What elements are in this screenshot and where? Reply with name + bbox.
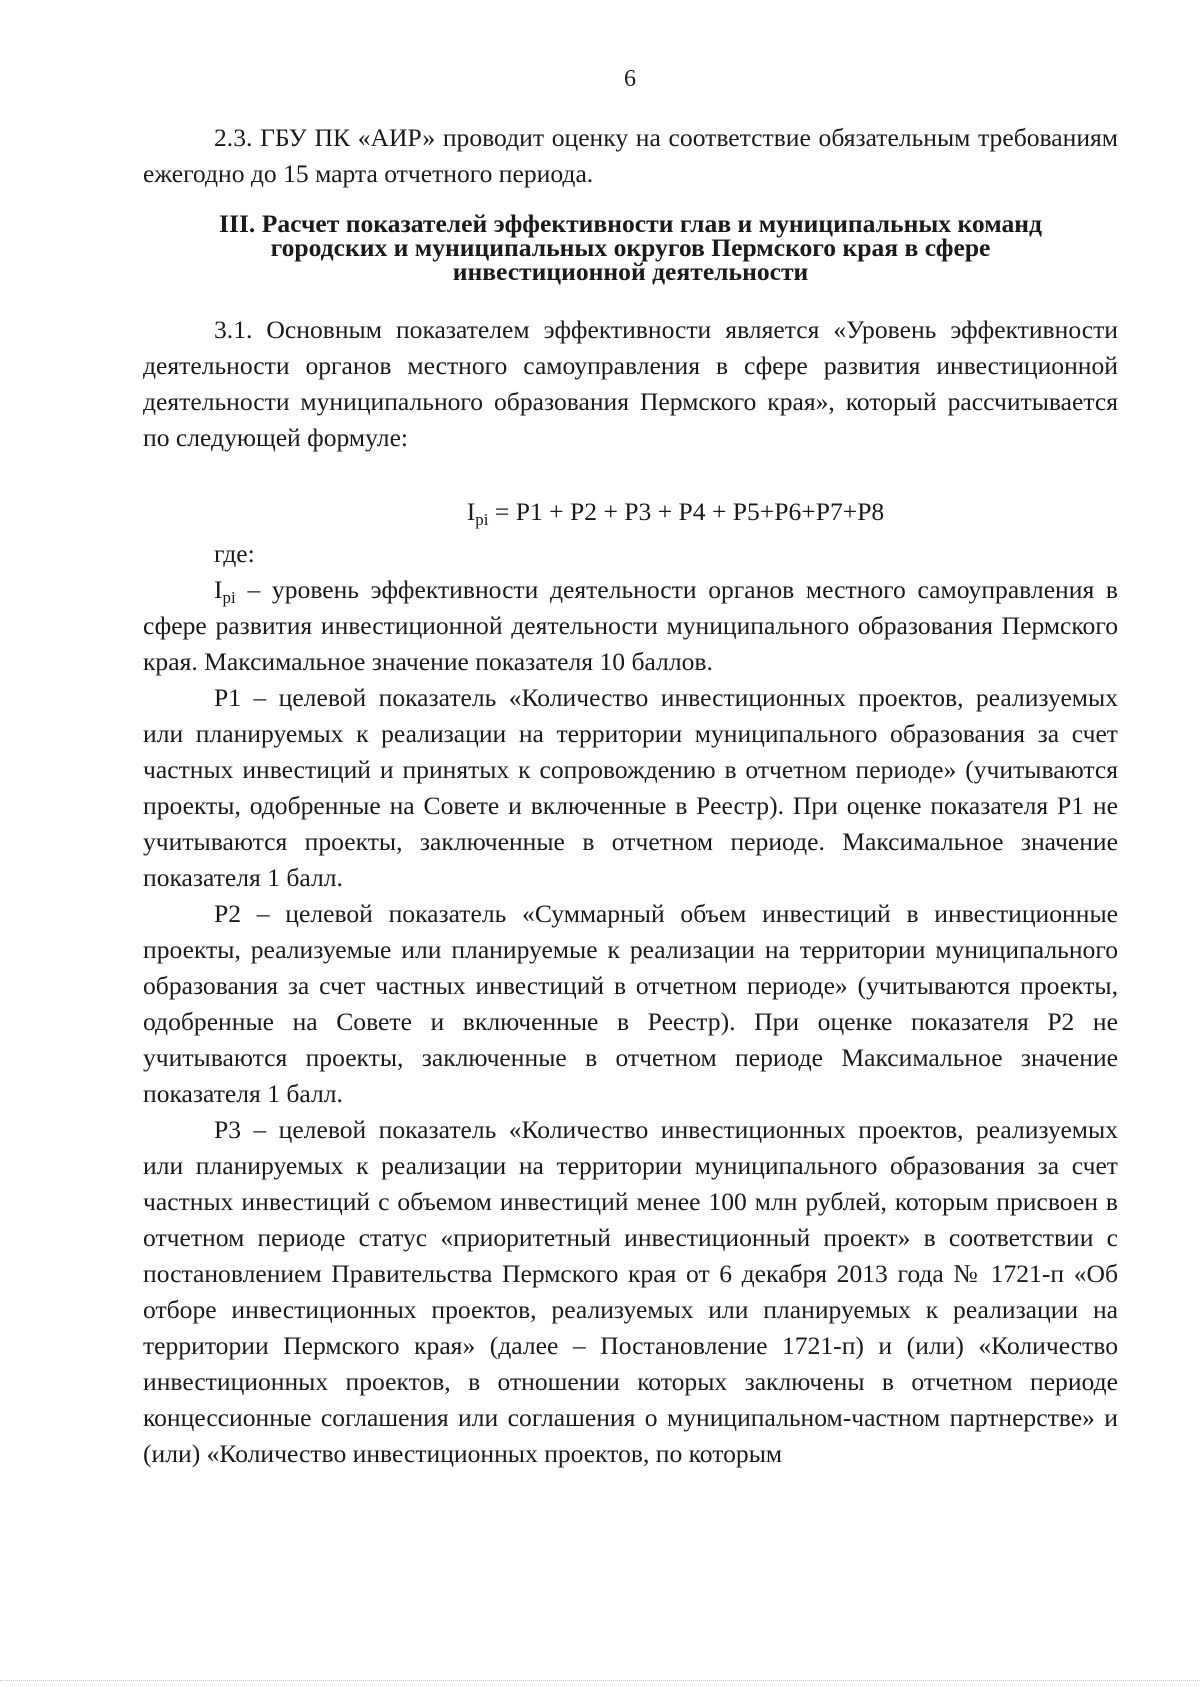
- heading-line-2: городских и муниципальных округов Пермского края в сфере: [270, 233, 991, 262]
- scan-edge-line: [0, 1680, 1200, 1682]
- ipi-symbol: I: [214, 575, 223, 604]
- formula-rhs: = P1 + P2 + P3 + P4 + P5+P6+P7+P8: [488, 497, 885, 526]
- document-body: [143, 120, 1118, 1472]
- ipi-subscript: pi: [222, 588, 236, 607]
- formula-lhs-subscript: pi: [475, 510, 489, 529]
- definition-p3: Р3 – целевой показатель «Количество инвестиционных проектов, реализуемых или планируемых к реализации на территории муниципального образования за счет частных инвестиций с объемом инвестиций менее 100 млн рублей, которым присвоен в отчетном периоде статус «приоритетный инвестиционный проект» в соответствии с постановлением Правительства Пермского края от 6 декабря 2013 года № 1721-п «Об отборе инвестиционных проектов, реализуемых или планируемых к реализации на территории Пермского края» (далее – Постановление 1721-п) и (или) «Количество инвестиционных проектов, в отношении которых заключены в отчетном периоде концессионные соглашения или соглашения о муниципальном-частном партнерстве» и (или) «Количество инвестиционных проектов, по которым: [143, 1115, 1118, 1468]
- section-heading-iii: [143, 209, 1118, 286]
- where-label: где:: [214, 539, 255, 568]
- paragraph-3-1: 3.1. Основным показателем эффективности является «Уровень эффективности деятельности органов местного самоуправления в сфере развития инвестиционной деятельности муниципального образования Пермского края», который рассчитывается по следующей формуле:: [143, 315, 1118, 452]
- definition-p1: Р1 – целевой показатель «Количество инвестиционных проектов, реализуемых или планируемых к реализации на территории муниципального образования за счет частных инвестиций и принятых к сопровождению в отчетном периоде» (учитываются проекты, одобренные на Совете и включенные в Реестр). При оценке показателя Р1 не учитываются проекты, заключенные в отчетном периоде. Максимальное значение показателя 1 балл.: [143, 683, 1118, 892]
- page-number: 6: [624, 66, 636, 92]
- ipi-description: – уровень эффективности деятельности органов местного самоуправления в сфере развития инвестиционной деятельности муниципального образования Пермского края. Максимальное значение показателя 10 баллов.: [143, 575, 1118, 676]
- definition-p2: Р2 – целевой показатель «Суммарный объем инвестиций в инвестиционные проекты, реализуемые или планируемые к реализации на территории муниципального образования за счет частных инвестиций в отчетном периоде» (учитываются проекты, одобренные на Совете и включенные в Реестр). При оценке показателя Р2 не учитываются проекты, заключенные в отчетном периоде Максимальное значение показателя 1 балл.: [143, 899, 1118, 1108]
- formula: [143, 494, 1118, 530]
- heading-line-3: инвестиционной деятельности: [452, 257, 809, 286]
- paragraph-2-3: 2.3. ГБУ ПК «АИР» проводит оценку на соответствие обязательным требованиям ежегодно до 15 марта отчетного периода.: [143, 123, 1118, 188]
- definition-ipi: [143, 572, 1118, 680]
- heading-line-1: III. Расчет показателей эффективности глав и муниципальных команд: [219, 209, 1042, 238]
- formula-lhs: I: [466, 497, 476, 526]
